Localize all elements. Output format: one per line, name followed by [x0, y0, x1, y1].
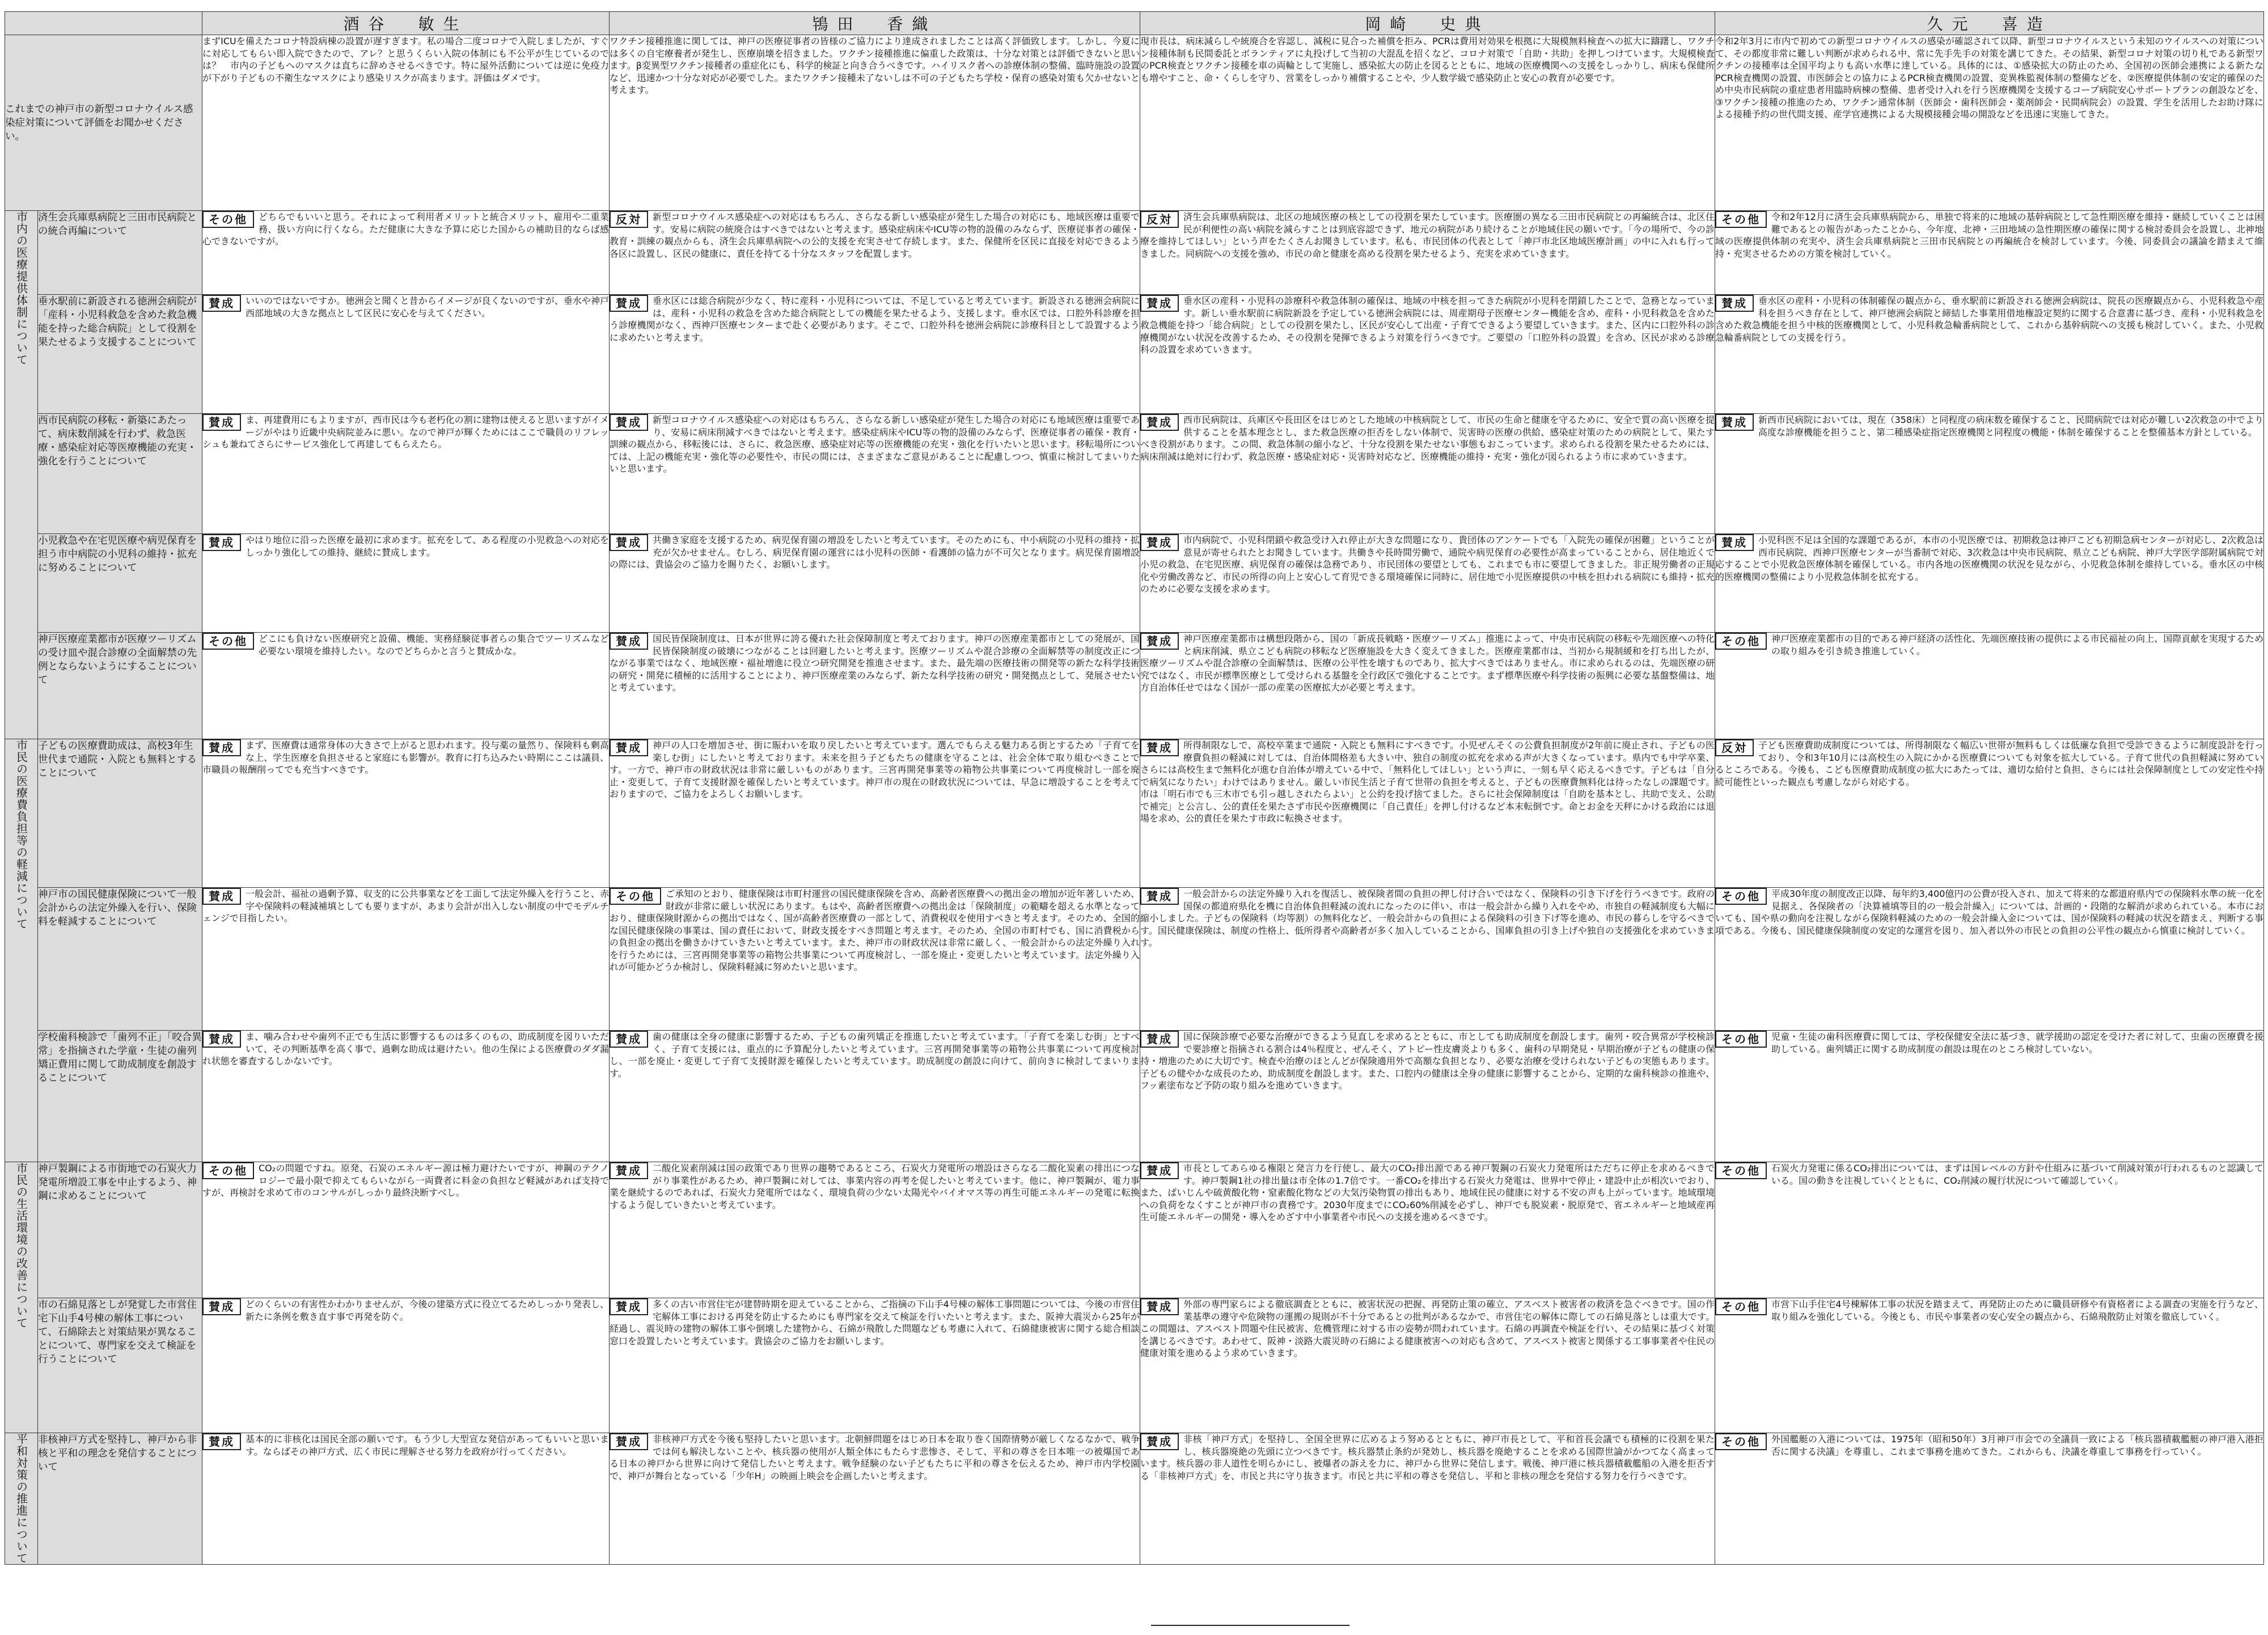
answer-text: 非核神戸方式を今後も堅持したいと思います。北朝鮮問題をはじめ日本を取り巻く国際情勢が厳しくなるなかで、戦争では何も解決しないことや、核兵器の使用が人類全体にもたらす悲惨さ、そして、平和の尊さを日本唯一の被爆国である日本の神戸から世界に向けて発信したいと考えます。戦争経験のない子どもたちに平和の尊さを伝えるため、神戸市内学校園で、神戸が舞台となっている「少年H」の映画上映会を企画したいと考えます。 — [610, 1434, 1140, 1481]
answer-text: 平成30年度の制度改正以降、毎年約3,400億円の公費が投入され、加えて将来的な都道府県内での保険料水準の統一化を見据え、各保険者の「決算補填等目的の一般会計繰入」については、計画的・段階的な解消が求められている。本市においても、国や県の動向を注視しながら保険料軽減のための一般会計繰入金については、国が保険料の軽減の状況を踏まえ、判断する事項である。今後も、国民健康保険制度の安定的な運営を図り、加入者以外の市民との負担の公平性の観点から慎重に検討していく。 — [1715, 888, 2263, 936]
stance-badge: 賛成 — [202, 534, 241, 551]
answer-cell — [610, 1162, 1140, 1298]
stance-badge: 賛成 — [1140, 633, 1179, 650]
stance-badge: 賛成 — [202, 295, 241, 312]
answer-text: 現市長は、病床減らしや統廃合を容認し、減税に見合った補償を拒み、PCRは費用対効果を根拠に大規模無料検査への拡大に躊躇し、ワクチン接種体制も民間委託とボランティアに丸投げして当初の大混乱を招くなど、コロナ対策で「自助・共助」を押しつけています。大規模検査のPCR検査とワクチン接種を車の両輪として実施し、感染拡大の防止を図るとともに、地域の医療機関への支援をしっかりし、病床も保健所も増やすこと、命・くらしを守り、営業をしっかり補償することや、少人数学級で感染防止と安心の教育が必要です。 — [1140, 36, 1715, 83]
answer-text: 国に保険診療で必要な治療ができるよう見直しを求めるとともに、市としても助成制度を創設します。歯列・咬合異常が学校検診で要診療と指摘される割合は4％程度と、ぜんそく、アトピー性皮膚炎よりも多く、歯科の早期発見・早期治療が子どもの健康の保持・増進のために大切です。検査や治療のほとんどが保険適用外で高額な負担となり、必要な治療を受けられない子どもの実態もあります。子どもの健やかな成長のため、助成制度を創設します。また、口腔内の健康は全身の健康に影響することから、定期的な歯科検診の推進や、フッ素塗布など予防の取り組みを進めていきます。 — [1140, 1031, 1715, 1091]
answer-cell — [1715, 534, 2264, 633]
answer-text: 神戸医療産業都市の目的である神戸経済の活性化、先端医療技術の提供による市民福祉の向上、国際貢献を実現するための取り組みを引き続き推進していく。 — [1771, 633, 2263, 656]
answer-cell — [1715, 211, 2264, 295]
answer-text: 外国艦艇の入港については、1975年（昭和50年）3月神戸市会での全議員一致による「核兵器積載艦艇の神戸港入港拒否に関する決議」を尊重し、これまで事務を進めてきた。これからも、決議を尊重して事務を行っていく。 — [1771, 1434, 2263, 1457]
answer-cell — [202, 888, 610, 1031]
answer-text: 共働き家庭を支援するため、病児保育園の増設をしたいと考えています。そのためにも、中小病院の小児科の維持・拡充が欠かせません。むしろ、病児保育園の運営には小児科の医師・看護師の協力が不可欠となります。病児保育園増設の際には、貴協会のご協力を賜りたく、お願いします。 — [610, 535, 1140, 570]
question-cell: 子どもの医療費助成は、高校3年生世代まで通院・入院とも無料とすることについて — [38, 739, 202, 888]
answer-text: ま、噛み合わせや歯列不正でも生活に影響するものは多くのもの、助成制度を図りいただいて、その判断基準を高く事で、過剰な助成は避けたい。他の生保による医療費のダダ漏れ状態を審査するしかないです。 — [202, 1031, 609, 1066]
stance-badge: その他 — [1715, 1298, 1767, 1315]
header-corner — [5, 12, 202, 35]
category-text: 平和対策の推進について — [14, 1433, 28, 1564]
answer-cell — [1715, 1162, 2264, 1298]
stance-badge: その他 — [610, 888, 661, 905]
stance-badge: 賛成 — [202, 888, 241, 905]
answer-cell — [202, 35, 610, 211]
answer-text: 市営下山手住宅4号棟解体工事の状況を踏まえて、再発防止のために職員研修や有資格者による調査の実施を行うなど、取り組みを強化している。今後とも、市民や事業者の安心安全の観点から、石綿飛散防止対策を徹底していく。 — [1771, 1299, 2263, 1322]
answer-cell — [202, 1031, 610, 1162]
stance-badge: 賛成 — [1140, 414, 1179, 431]
answer-cell — [1140, 534, 1715, 633]
answer-cell — [1140, 739, 1715, 888]
answer-cell — [1140, 414, 1715, 534]
stance-badge: 賛成 — [1715, 534, 1754, 551]
answer-text: 西市民病院は、兵庫区や長田区をはじめとした地域の中核病院として、市民の生命と健康を守るために、安全で質の高い医療を提供することを基本理念とし、また救急医療の拒否をしない体制で、災害時の医療の供給、感染症対策のための病院として、果たすべき役割があります。この間、救急体制の縮小など、十分な役割を果たせない事態もおこっています。求められる役割を果たせるためには、病床削減は絶対に行わず、救急医療・感染症対応・災害時対応など、医療機能の維持・充実・強化が図られるよう市に求めていきます。 — [1140, 414, 1715, 462]
answer-cell — [202, 295, 610, 414]
stance-badge: 賛成 — [1140, 1031, 1179, 1048]
answer-text: ご承知のとおり、健康保険は市町村運営の国民健康保険を含め、高齢者医療費への拠出金の増加が近年著しいため、財政が非常に厳しい状況にあります。もはや、高齢者医療費への拠出金は「保険制度」の範疇を超える水準となっており、健康保険財源からの拠出ではなく、国が高齢者医療費の一部として、消費税収を使用すべきと考えます。そのため、全国的な国民健康保険の事業は、国の責任において、財政支援をすべき問題と考えます。そのため、全国の市町村でも、国に消費税からの負担金の拠出を働きかけていきたいと考えています。また、神戸市の財政状況は非常に厳しく、一般会計からの法定外繰り入れを行うためには、三宮再開発事業等の箱物公共事業について再度検討し、一部を廃止・変更したいと考えています。法定外繰り入れが可能かどうか検討し、保険料軽減に努めたいと思います。 — [610, 888, 1140, 972]
answer-cell — [202, 211, 610, 295]
answer-cell — [202, 1433, 610, 1565]
stance-badge: 賛成 — [202, 1298, 241, 1315]
question-cell: これまでの神戸市の新型コロナウイルス感染症対策について評価をお聞かせください。 — [5, 35, 202, 211]
stance-badge: 賛成 — [1140, 739, 1179, 756]
answer-cell — [1715, 739, 2264, 888]
question-row — [5, 414, 2264, 534]
answer-text: 市長としてあらゆる権限と発言力を行使し、最大のCO₂排出源である神戸製鋼の石炭火力発電所はただちに停止を求めるべきです。神戸製鋼1社の排出量は市全体の1.7倍です。一番CO₂を排出する石炭火力発電は、世界中で停止・建設中止が相次いでおり、また、ばいじんや硫黄酸化物・窒素酸化物などの大気汚染物質の排出もあり、地域住民の健康に対する不安の声も上がっています。地域環境への負荷をなくすことが神戸市の責務です。2030年度までにCO₂60%削減を必ずし、神戸でも脱炭素・脱原発で、省エネルギーと地域産再生可能エネルギーの開発・導入をめざす中小事業者や市民への支援を進めるべきです。 — [1140, 1163, 1715, 1222]
stance-badge: 賛成 — [1140, 295, 1179, 312]
candidate-header: 酒谷 敏生 — [202, 12, 610, 35]
answer-text: 石炭火力発電に係るCO₂排出については、まずは国レベルの方針や仕組みに基づいて削減対策が行われるものと認識している。国の動きを注視していくとともに、CO₂削減の履行状況について確認していく。 — [1771, 1163, 2263, 1186]
answer-text: 神戸の人口を増加させ、街に賑わいを取り戻したいと考えています。選んでもらえる魅力ある街とするため「子育てを楽しむ街」にしたいと考えております。未来を担う子どもたちの健康を守ることは、社会全体で取り組むべきことです。一方で、神戸市の財政状況は非常に厳しいものがあります。三宮再開発事業等の箱物公共事業について再度検討し一部を廃止・変更して、子育て支援財源を確保したいと考えています。神戸市の現在の財政状況については、早急に増設することを考えておりますので、ご協力をよろしくお願いします。 — [610, 740, 1140, 799]
stance-badge: 賛成 — [202, 1433, 241, 1450]
answer-text: ま、再建費用にもよりますが、西市民は今も老朽化の割に建物は使えると思いますがイメージがやはり近畿中央病院並みに悪い。なので神戸が輝くためにはここで職員のリフレッシュも兼ねてさらにサービス強化して再建してもらえたら。 — [202, 414, 609, 450]
stance-badge: 賛成 — [1140, 1162, 1179, 1179]
answer-cell — [610, 1298, 1140, 1433]
answer-cell — [202, 414, 610, 534]
header-row — [5, 12, 2264, 35]
question-cell: 学校歯科検診で「歯列不正」「咬合異常」を指摘された学童・生徒の歯列矯正費用に関して助成制度を創設することについて — [38, 1031, 202, 1162]
stance-badge: 賛成 — [610, 1031, 648, 1048]
survey-sheet — [5, 11, 2263, 1565]
answer-cell — [610, 35, 1140, 211]
answer-text: ワクチン接種推進に関しては、神戸の医療従事者の皆様のご協力により達成されましたことは高く評価致します。しかし、今夏には多くの自宅療養者が発生し、医療崩壊を招きました。ワクチン接種推進に偏重した政策は、十分な対策とは評価できないと思います。β変異型ワクチン接種者の重症化にも、科学的検証と向き合うべきです。ハイリスク者への診療体制の整備、臨時施設の設置など、迅速かつ十分な対応が必要でした。またワクチン接種未了ないしは不可の子どもたち学校・保育の感染対策も欠かせないと考えます。 — [610, 36, 1140, 95]
stance-badge: 賛成 — [202, 1031, 241, 1048]
answer-text: まず、医療費は通常身体の大きさで上がると思われます。投与薬の量然り、保険料も剰高な上、学生医療を負担させると家庭にも影響が。教育に打ち込みたい時期にここは議員、市職員の報酬削ってでも充当すべきです。 — [202, 740, 609, 775]
answer-text: まずICUを備えたコロナ特設病棟の設置が遅すぎます。私の場合二度コロナで入院しましたが、すぐに対応してもらい即入院できたので、アレ？と思うくらい入院の体制にも不公平が生じているのでは？ 市内の子どもへのマスクは直ちに辞めさせるべきです。特に屋外活動については逆に免疫力が下がり子どもの不衛生なマスクにより感染リスクが高まります。評価はダメです。 — [202, 36, 609, 83]
answer-cell — [202, 633, 610, 739]
question-row — [5, 1298, 2264, 1433]
answer-cell — [1140, 1162, 1715, 1298]
stance-badge: その他 — [202, 1162, 254, 1179]
answer-cell — [610, 888, 1140, 1031]
stance-badge: 賛成 — [1140, 1298, 1179, 1315]
stance-badge: 賛成 — [610, 1433, 648, 1450]
stance-badge: その他 — [1715, 1031, 1767, 1048]
answer-cell — [1140, 1031, 1715, 1162]
answer-text: 二酸化炭素削減は国の政策であり世界の趨勢であるところ、石炭火力発電所の増設はさらなる二酸化炭素の排出につながり事業性があるため、神戸製鋼に対しては、事業内容の再考を促したいと考えています。他に、神戸製鋼が、電力事業を継続するのであれば、石炭火力発電所ではなく、環境負荷の少ない太陽光やバイオマス等の再生可能エネルギーの発電に転換するよう促していきたいと考えています。 — [610, 1163, 1140, 1210]
answer-text: 所得制限なしで、高校卒業まで通院・入院とも無料にすべきです。小児ぜんそくの公費負担制度が2年前に廃止され、子どもの医療費負担の軽減に対しては、自治体間格差も大きい中、独自の制度の拡充を求める声が大きくなっています。県内でも中学卒業、さらには高校生まで無料化が進む自治体が増えている中で、「無料化してほしい」という声に、一刻も早く応えるべきです。子どもは「自分で病気になりたい」わけではありません。厳しい市民生活と子育て世帯の負担を考えると、子どもの医療費無料化は待ったなしの課題です。市は「明石市でも三木市でも引っ越しされたらよい」と公約を投げ捨てました。さらに社会保障制度は「自助を基本とし、共助で支え、公助で補完」と公言し、公的責任を果たさず市民や医療機関に「自己責任」を押し付けるなど本末転倒です。命とお金を天秤にかける政治には退場を求め、公的責任を果たす市政に転換させます。 — [1140, 740, 1715, 824]
survey-table — [5, 11, 2264, 1565]
category-text: 市民の医療費負担等の軽減について — [14, 739, 28, 930]
question-row — [5, 1433, 2264, 1565]
answer-cell — [1140, 1298, 1715, 1433]
answer-text: 子ども医療費助成制度については、所得制限なく幅広い世帯が無料もしくは低廉な負担で受診できるように制度設計を行っており、令和3年10月には高校生の入院にかかる医療費についても対象を拡大している。子育て世代の負担軽減に努めているところである。今後も、こども医療費助成制度の拡大にあたっては、適切な給付と負担、さらには社会保障制度としての安定性や持続可能性といった観点も考慮しながら対応する。 — [1715, 740, 2263, 787]
answer-cell — [610, 1433, 1140, 1565]
answer-cell — [1715, 888, 2264, 1031]
answer-cell — [610, 633, 1140, 739]
answer-text: 神戸医療産業都市は構想段階から、国の「新成長戦略・医療ツーリズム」推進によって、中央市民病院の移転や先端医療への特化と病床削減、県立こども病院の移転など医療施設を大きく変えてきました。医療産業都市は、当初から規制緩和を打ち出したが、医療ツーリズムや混合診療の全面解禁は、医療の公平性を壊すものであり、拡大すべきではありません。市に求められるのは、先端医療の研究ではなく、市民が標準医療として受けられる基盤を全行政区で強化することです。まず標準医療や科学技術の振興に必要な基盤整備は、地方自治体任せではなく国が一部の産業の医療拡大が必要と考えます。 — [1140, 633, 1715, 693]
answer-cell — [1140, 633, 1715, 739]
stance-badge: 賛成 — [610, 414, 648, 431]
answer-text: 新型コロナウイルス感染症への対応はもちろん、さらなる新しい感染症が発生した場合の対応にも地域医療は重要であり、安易に病床削減すべきではないと考えます。感染症病床やICU等の物的設備のみならず、医療従事者の確保・教育・訓練の観点から、移転後には、さらに、救急医療、感染症対応等の医療機能の充実・強化を行いたいと思います。移転場所については、上記の機能充実・強化等の必要性や、市民の間には、さまざまなご意見があることに配慮しつつ、慎重に検討してまいりたいと思います。 — [610, 414, 1140, 474]
category-text: 市民の生活環境の改善について — [14, 1162, 28, 1329]
stance-badge: 賛成 — [202, 414, 241, 431]
answer-text: どちらでもいいと思う。それによって利用者メリットと統合メリット、雇用や二重業務、扱い方向に行くなら。ただ健康に大きな予算に応じた国からの補助目的ならば感心できないですが。 — [202, 211, 609, 247]
answer-text: 市内病院で、小児科閉鎖や救急受け入れ停止が大きな問題になり、貴団体のアンケートでも「入院先の確保が困難」ということが意見が寄せられたとお聞きしています。共働きや長時間労働で、通院や病児保育の必要性が高まっていることから、居住地近くで小児の救急、在宅児医療、病児保育の確保は急務であり、市民団体の要望としても、これまでも市に要望してきました。非正規労働者の正規化や労働改善など、市民の所得の向上と安心して育児できる環境確保に同時に、居住地で小児医療提供の中核を担われる病院にも維持・拡充のために必要な支援を求めます。 — [1140, 535, 1715, 594]
candidate-header: 岡崎 史典 — [1140, 12, 1715, 35]
answer-text: 基本的に非核化は国民全部の願いです。もう少し大型宣な発信があってもいいと思います。ならばその神戸方式、広く市民に理解させる努力を政府が行ってください。 — [246, 1434, 609, 1457]
answer-text: 新型コロナウイルス感染症への対応はもちろん、さらなる新しい感染症が発生した場合の対応にも、地域医療は重要です。安易に病院の統廃合はすべきではないと考えます。感染症病床やICU等の物的設備のみならず、医療従事者の確保・教育・訓練の観点からも、済生会兵庫県病院への公的支援を充実させて存続します。また、保健所を区民に直接を対応できるよう各区に設置し、区民の健康に、責任を持てる十分なスタッフを配置します。 — [610, 211, 1140, 259]
question-cell: 西市民病院の移転・新築にあたって、病床数削減を行わず、救急医療・感染症対応等医療機能の充実・強化を行うことについて — [38, 414, 202, 534]
answer-text: 非核「神戸方式」を堅持し、全国全世界に広めるよう努めるとともに、神戸市長として、平和首長会議でも積極的に役割を果たし、核兵器廃絶の先頭に立つべきです。核兵器禁止条約が発効し、核兵器を廃絶することを求める国際世論がかつてなく高まっています。核兵器の非人道性を明らかにし、被爆者の訴えを力に、神戸から世界に発信します。戦後、神戸港に核兵器積載艦船の入港を拒否する「非核神戸方式」を、市民と共に守り抜きます。市民と共に平和の尊さを発信し、平和と非核の理念を発信する努力を行うべきです。 — [1140, 1434, 1715, 1481]
answer-cell — [1715, 1298, 2264, 1433]
stance-badge: 賛成 — [1140, 534, 1179, 551]
answer-text: 垂水区の産科・小児科の診療科や救急体制の確保は、地域の中核を担ってきた病院が小児科を閉鎖したことで、急務となっています。新しい垂水駅前に病院新設を予定している徳洲会病院には、周産期母子医療センター機能を含め、産科・小児科救急を含めた救急機能を持つ「総合病院」としての役割を果たし、区民が安心して出産・子育てできるよう要望していきます。また、区内に口腔外科の診療機関がない状況を改善するため、その役割を発揮できるよう対策を行うべきです。ご要望の「口腔外科の設置」を含め、区民が求める診療科の設置を求めていきます。 — [1140, 295, 1715, 355]
answer-cell — [1715, 295, 2264, 414]
question-row — [5, 739, 2264, 888]
stance-badge: 賛成 — [610, 295, 648, 312]
answer-cell — [610, 295, 1140, 414]
answer-text: 多くの古い市営住宅が建替時期を迎えていることから、ご指摘の下山手4号棟の解体工事問題については、今後の市営住宅解体工事における再発を防止するためにも専門家を交えて検証を行いたいと考えます。また、阪神大震災から25年が経過し、震災時の建物の解体工事や倒壊した建物から、石綿が飛散した問題なども考慮に入れて、石綿健康被害に関する総合相談窓口を設置したいと考えています。貴協会のご協力をお願いします。 — [610, 1299, 1140, 1346]
answer-cell — [202, 1298, 610, 1433]
stance-badge: 反対 — [1715, 739, 1754, 756]
answer-cell — [610, 211, 1140, 295]
answer-cell — [610, 534, 1140, 633]
answer-text: 新西市民病院においては、現在（358床）と同程度の病床数を確保すること、民間病院では対応が難しい2次救急の中でより高度な診療機能を担うこと、第二種感染症指定医療機関と同程度の機能・体制を確保することを整備基本方針としている。 — [1758, 414, 2263, 438]
question-cell: 市の石綿見落としが発覚した市営住宅下山手4号棟の解体工事について、石綿除去と対策結果が異なることについて、専門家を交えて検証を行うことについて — [38, 1298, 202, 1433]
question-cell: 垂水駅前に新設される徳洲会病院が「産科・小児科救急を含めた救急機能を持った総合病院」として役割を果たせるよう支援することについて — [38, 295, 202, 414]
answer-text: いいのではないですか。徳洲会と聞くと昔からイメージが良くないのですが、垂水や神戸西部地域の大きな拠点として区民に安心を与えてください。 — [246, 295, 609, 319]
answer-cell — [610, 414, 1140, 534]
question-row — [5, 1031, 2264, 1162]
category-label — [5, 1433, 38, 1565]
question-row — [5, 888, 2264, 1031]
stance-badge: 賛成 — [610, 1162, 648, 1179]
question-cell: 神戸製鋼による市街地での石炭火力発電所増設工事を中止するよう、神鋼に求めることについて — [38, 1162, 202, 1298]
answer-text: 小児科医不足は全国的な課題であるが、本市の小児医療では、初期救急は神戸こども初期急病センターが対応し、2次救急は西市民病院、西神戸医療センターが当番制で対応、3次救急は中央市民病院、県立こども病院、神戸大学医学部附属病院で対応することで小児救急医療体制を確保している。市内各地の医療機関の状況を見ながら、小児救急体制を維持している。垂水区の中核的医療機関の整備により小児救急体制を拡充する。 — [1715, 535, 2263, 582]
answer-cell — [1715, 35, 2264, 211]
answer-cell — [1140, 1433, 1715, 1565]
answer-text: 令和2年12月に済生会兵庫県病院から、単独で将来的に地域の基幹病院として急性期医療を維持・継続していくことは困難であるとの報告があったことから、今年度、北神・三田地域の急性期医療の確保に関する検討委員会を設置し、北神地域の医療提供体制の充実や、済生会兵庫県病院と三田市民病院との再編統合を検討しています。今後、同委員会の議論を踏まえて維持・充実させるための方策を検討していく。 — [1715, 211, 2263, 259]
answer-cell — [202, 1162, 610, 1298]
stance-badge: 賛成 — [610, 633, 648, 650]
stance-badge: その他 — [202, 211, 254, 228]
question-row — [5, 35, 2264, 211]
stance-badge: 賛成 — [1140, 1433, 1179, 1450]
answer-text: 垂水区の産科・小児科の体制確保の観点から、垂水駅前に新設される徳洲会病院は、院長の医療観点から、小児科救急や産科を担うべき存在として、神戸徳洲会病院と締結した事業用借地権設定契約に関する合意書に基づき、産科・小児科救急を含めた救急機能を担う中核的医療機関として、小児科救急輪番病院として、これから基幹病院への支援も検討していく。また、小児救急輪番病院としての支援を行う。 — [1715, 295, 2263, 343]
footer-rule — [1151, 1625, 1349, 1626]
question-row — [5, 633, 2264, 739]
question-row — [5, 295, 2264, 414]
stance-badge: 賛成 — [1140, 888, 1179, 905]
answer-cell — [1715, 414, 2264, 534]
stance-badge: その他 — [1715, 633, 1767, 650]
stance-badge: 反対 — [610, 211, 648, 228]
answer-text: CO₂の問題ですね。原発、石炭のエネルギー源は極力避けたいですが、神鋼のテクノロジーで最小限で抑えてもらいながら一両費者に料金の負担など軽減があれば支持ですが、再検討を求めて市のコンサルがしっかり最終決断すべし。 — [202, 1163, 609, 1198]
answer-cell — [610, 1031, 1140, 1162]
answer-text: 歯の健康は全身の健康に影響するため、子どもの歯列矯正を推進したいと考えています。「子育てを楽しむ街」とすべく、子育て支援には、重点的に予算配分したいと考えています。三宮再開発事業等の箱物公共事業について再度検討し、一部を廃止・変更して子育て支援財源を確保したいと考えています。助成制度の創設に向けて、前向きに検討してまいります。 — [610, 1031, 1140, 1079]
stance-badge: その他 — [202, 633, 254, 650]
category-text: 市内の医療提供体制について — [14, 211, 28, 366]
stance-badge: その他 — [1715, 211, 1767, 228]
answer-text: やはり地位に沿った医療を最初に求めます。拡充をして、ある程度の小児救急への対応をしっかり強化しての維持、継続に賛成します。 — [246, 535, 609, 558]
stance-badge: 賛成 — [610, 534, 648, 551]
stance-badge: 賛成 — [202, 739, 241, 756]
answer-cell — [1140, 888, 1715, 1031]
answer-cell — [1715, 1031, 2264, 1162]
answer-cell — [610, 739, 1140, 888]
category-label — [5, 739, 38, 1162]
answer-text: 国民皆保険制度は、日本が世界に誇る優れた社会保障制度と考えております。神戸の医療産業都市としての発展が、国民皆保険制度の破壊につながることは回避したいと考えます。医療ツーリズムや混合診療の全面解禁等の制度改正につながる事業ではなく、地域医療・福祉増進に役立つ研究開発を推進させます。また、最先端の医療技術の開発等の新たな科学技術の研究・開発に積極的に活用することにより、神戸医療産業のみならず、新たな科学技術の研究・開発拠点として、発展させたいと考えています。 — [610, 633, 1140, 693]
answer-cell — [1140, 211, 1715, 295]
question-cell: 神戸医療産業都市が医療ツーリズムの受け皿や混合診療の全面解禁の先例とならないようにすることについて — [38, 633, 202, 739]
category-label — [5, 1162, 38, 1433]
answer-cell — [1140, 295, 1715, 414]
answer-cell — [202, 739, 610, 888]
stance-badge: 反対 — [1140, 211, 1179, 228]
answer-text: どこにも負けない医療研究と設備、機能、実務経験従事者らの集合でツーリズムなど必要ない環境を維持したい。なのでどちらかと言うと賛成かな。 — [259, 633, 609, 656]
question-row — [5, 1162, 2264, 1298]
answer-text: 済生会兵庫県病院は、北区の地域医療の核としての役割を果たしています。医療圏の異なる三田市民病院との再編統合は、北区住民が利便性の高い病院を減らすことは到底容認できず、地元の病院があり続けることが地域住民の願いです。「今の場所で、今の診療を維持してほしい」という声をたくさんお聞きしています。私も、市民団体の代表として「神戸市北区地域医療計画」の中に入れも行ってきました。同病院への支援を強め、市民の命と健康を高める役割を果たせるよう、充実を求めていきます。 — [1140, 211, 1715, 259]
candidate-header: 鴇田 香織 — [610, 12, 1140, 35]
question-row — [5, 211, 2264, 295]
answer-text: 垂水区には総合病院が少なく、特に産科・小児科については、不足していると考えています。新設される徳洲会病院には、産科・小児科の救急を含めた総合病院としての機能を果たせるよう、支援します。垂水区では、口腔外科診療を担う診療機関がなく、西神戸医療センターまで赴く必要があります。そこで、口腔外科を徳洲会病院に診療科目として設置するように求めたいと考えます。 — [610, 295, 1140, 343]
answer-cell — [202, 534, 610, 633]
stance-badge: 賛成 — [610, 1298, 648, 1315]
answer-text: 児童・生徒の歯科医療費に関しては、学校保健安全法に基づき、就学援助の認定を受けた者に対して、虫歯の医療費を援助している。歯列矯正に関する助成制度の創設は現在のところ検討していない。 — [1771, 1031, 2263, 1054]
answer-cell — [1715, 633, 2264, 739]
answer-text: どのくらいの有害性かわかりませんが、今後の建築方式に役立てるためしっかり発表し、新たに条例を敷き直す事で再発を防ぐ。 — [246, 1299, 609, 1322]
stance-badge: その他 — [1715, 1162, 1767, 1179]
answer-text: 外部の専門家らによる徹底調査とともに、被害状況の把握、再発防止策の確立、アスベスト被害者の救済を急ぐべきです。国の作業基準の遵守や危険物の運搬の規則が不十分であるとの批判があるなかで、市営住宅の解体に際しての石綿見落としは重大です。この間題は、アスベスト問題や住民被害、危機管理に対する市の姿勢が問われています。石綿の再調査や検証を行い、その結果に基づく対策を講じるべきです。あわせて、阪神・淡路大震災時の石綿による健康被害への対応も含めて、アスベスト被害と関係する工事事業者や住民の健康対策を進めるよう求めていきます。 — [1140, 1299, 1715, 1358]
answer-text: 一般会計からの法定外繰り入れを復活し、被保険者間の負担の押し付け合いではなく、保険料の引き下げを行うべきです。政府の国保の都道府県化を機に自治体負担軽減の流れになったのに伴い、市は一般会計から繰り入れをやめ、市独自の軽減制度も大幅に縮小しました。子どもの保険料（均等割）の無料化など、一般会計からの負担による保険料の引き下げ等を進め、市民の暮らしを守るべきです。国民健康保険は、制度の性格上、低所得者や高齢者が多く加入していることから、国庫負担の引き上げや独自の支援強化を求めていきます。 — [1140, 888, 1715, 948]
question-row — [5, 534, 2264, 633]
question-cell: 小児救急や在宅児医療や病児保育を担う市中病院の小児科の維持・拡充に努めることについて — [38, 534, 202, 633]
question-cell: 済生会兵庫県病院と三田市民病院との統合再編について — [38, 211, 202, 295]
stance-badge: その他 — [1715, 1433, 1767, 1450]
stance-badge: 賛成 — [1715, 295, 1754, 312]
category-label — [5, 211, 38, 739]
question-cell: 非核神戸方式を堅持し、神戸から非核と平和の理念を発信することについて — [38, 1433, 202, 1565]
stance-badge: 賛成 — [1715, 414, 1754, 431]
answer-text: 令和2年3月に市内で初めての新型コロナウイルスの感染が確認されて以降、新型コロナウイルスという未知のウイルスへの対策について、その都度非常に難しい判断が求められる中、常に先手先手の対策を講じてきた。その結果、新型コロナ対策の切り札である新型ワクチンの接種率は全国平均よりも高い水準に達している。具体的には、①感染拡大の防止のため、全国初の医師会連携による新たなPCR検査機関の設置、市医師会との協力によるPCR検査機関の設置、変異株監視体制の整備などを、②医療提供体制の安定的確保のため中央市民病院の重症患者用臨時病棟の整備、患者受け入れを行う医療機関を支援するコープ病院安心サポートプランの創設などを、③ワクチン接種の推進のため、ワクチン通常体制（医師会・歯科医師会・薬剤師会・民間病院会）の設置、学生を活用したお助け隊による接種予約の世代間支援、産学官連携による大規模接種会場の開設などを迅速に実施してきた。 — [1715, 36, 2263, 120]
survey-body — [5, 35, 2264, 1565]
answer-text: 一般会計、福祉の過剰予算、収支的に公共事業などを工面して法定外繰入を行うこと、赤字や保険料の軽減補填としても要りますが、あまり会計が出入しない制度の中でモデルチェンジで目指したい。 — [202, 888, 609, 924]
stance-badge: 賛成 — [610, 739, 648, 756]
answer-cell — [1140, 35, 1715, 211]
candidate-header: 久元 喜造 — [1715, 12, 2264, 35]
answer-cell — [1715, 1433, 2264, 1565]
question-cell: 神戸市の国民健康保険について一般会計からの法定外繰入を行い、保険料を軽減することについて — [38, 888, 202, 1031]
stance-badge: その他 — [1715, 888, 1767, 905]
